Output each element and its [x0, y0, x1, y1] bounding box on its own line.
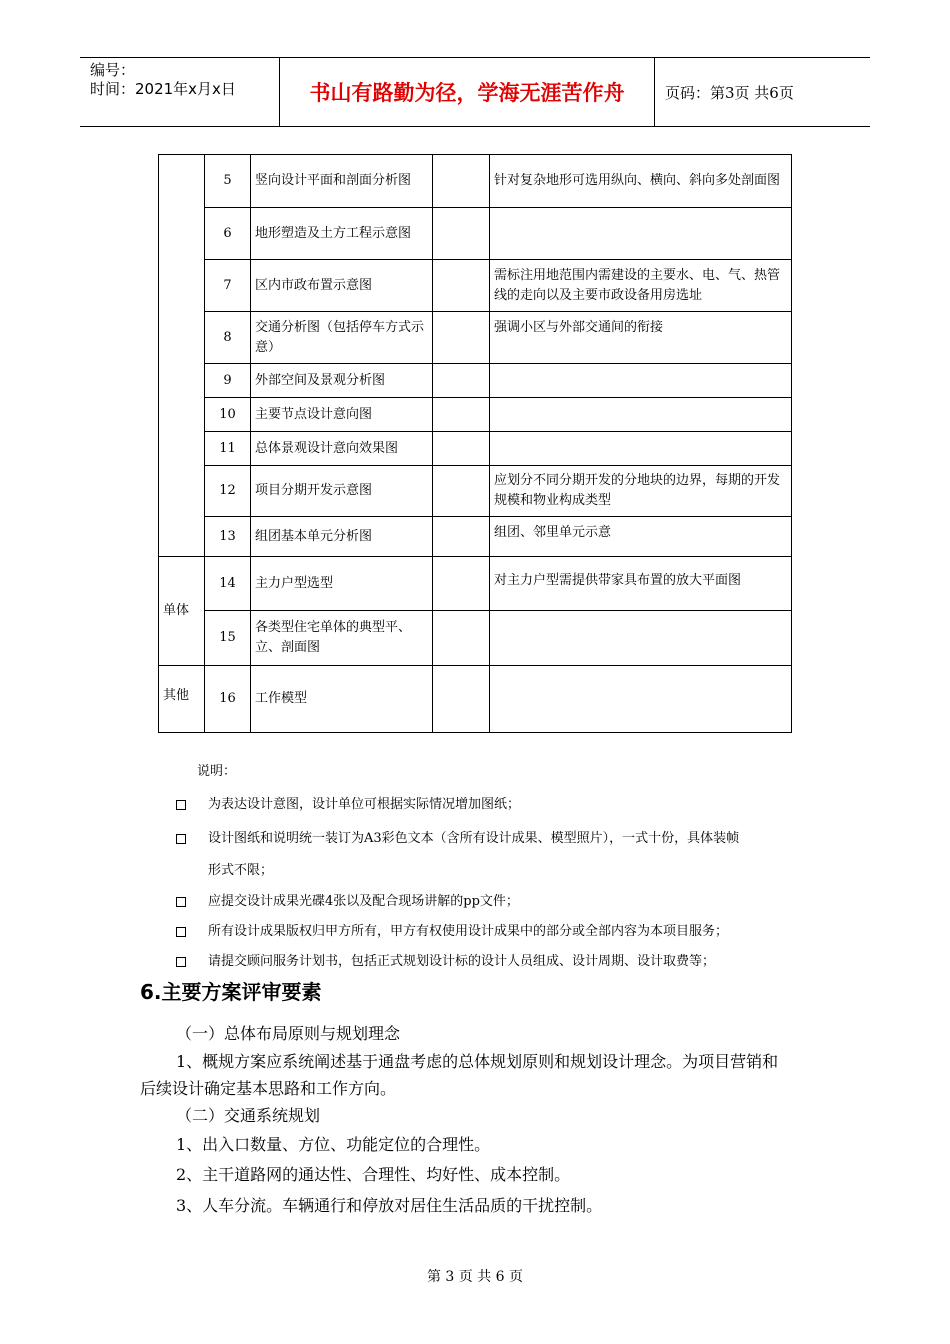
- table-row: [159, 260, 792, 312]
- drawing-name: 外部空间及景观分析图: [251, 364, 433, 398]
- checkbox-icon: [176, 800, 186, 810]
- table-row: [159, 517, 792, 557]
- header-page-info: 页码：第3页 共6页: [665, 83, 794, 102]
- paragraph: 3、人车分流。车辆通行和停放对居住生活品质的干扰控制。: [176, 1196, 603, 1215]
- row-number: 16: [205, 666, 251, 733]
- drawing-name: 区内市政布置示意图: [251, 260, 433, 312]
- drawing-note: [490, 208, 792, 260]
- drawing-name: 各类型住宅单体的典型平、立、剖面图: [251, 611, 433, 666]
- blank-cell: [433, 666, 490, 733]
- row-number: 11: [205, 432, 251, 466]
- drawing-name: 项目分期开发示意图: [251, 466, 433, 517]
- drawing-note: [490, 432, 792, 466]
- drawing-note: 需标注用地范围内需建设的主要水、电、气、热管线的走向以及主要市政设备用房选址: [490, 260, 792, 312]
- blank-cell: [433, 466, 490, 517]
- table-row: [159, 611, 792, 666]
- checkbox-icon: [176, 897, 186, 907]
- section-title: 6.主要方案评审要素: [140, 980, 322, 1004]
- paragraph: 1、概规方案应系统阐述基于通盘考虑的总体规划原则和规划设计理念。为项目营销和: [176, 1052, 779, 1071]
- header-meta: [80, 58, 280, 126]
- drawing-note: [490, 666, 792, 733]
- table-row: [159, 666, 792, 733]
- code-label: 编号：: [90, 61, 136, 79]
- drawing-note: [490, 364, 792, 398]
- page-footer: 第 3 页 共 6 页: [426, 1269, 524, 1285]
- blank-cell: [433, 260, 490, 312]
- drawing-note: 针对复杂地形可选用纵向、横向、斜向多处剖面图: [490, 155, 792, 208]
- table-row: [159, 466, 792, 517]
- table-row: [159, 398, 792, 432]
- drawing-note: 应划分不同分期开发的分地块的边界，每期的开发规模和物业构成类型: [490, 466, 792, 517]
- drawing-name: 竖向设计平面和剖面分析图: [251, 155, 433, 208]
- drawing-name: 总体景观设计意向效果图: [251, 432, 433, 466]
- drawing-name: 主力户型选型: [251, 557, 433, 611]
- table-row: [159, 155, 792, 208]
- blank-cell: [433, 155, 490, 208]
- drawing-name: 交通分析图（包括停车方式示意）: [251, 312, 433, 364]
- paragraph: 2、主干道路网的通达性、合理性、均好性、成本控制。: [176, 1165, 571, 1184]
- row-number: 9: [205, 364, 251, 398]
- category-cell: 其他: [159, 666, 205, 733]
- table-row: [159, 364, 792, 398]
- row-number: 5: [205, 155, 251, 208]
- drawing-name: 工作模型: [251, 666, 433, 733]
- subsection-heading: （二）交通系统规划: [176, 1106, 321, 1125]
- table-row: [159, 312, 792, 364]
- drawing-note: 组团、邻里单元示意: [490, 517, 792, 557]
- drawing-name: 主要节点设计意向图: [251, 398, 433, 432]
- blank-cell: [433, 312, 490, 364]
- drawing-note: [490, 398, 792, 432]
- row-number: 10: [205, 398, 251, 432]
- drawings-table: [158, 154, 792, 733]
- drawing-note: 对主力户型需提供带家具布置的放大平面图: [490, 557, 792, 611]
- time-label: 时间：2021年x月x日: [90, 80, 236, 98]
- row-number: 13: [205, 517, 251, 557]
- drawing-name: 组团基本单元分析图: [251, 517, 433, 557]
- checkbox-icon: [176, 957, 186, 967]
- row-number: 7: [205, 260, 251, 312]
- page-header: [80, 57, 870, 127]
- blank-cell: [433, 208, 490, 260]
- notes-label: 说明：: [197, 764, 237, 779]
- paragraph: 1、出入口数量、方位、功能定位的合理性。: [176, 1135, 491, 1154]
- row-number: 8: [205, 312, 251, 364]
- row-number: 15: [205, 611, 251, 666]
- table-row: [159, 208, 792, 260]
- blank-cell: [433, 611, 490, 666]
- blank-cell: [433, 557, 490, 611]
- paragraph: 后续设计确定基本思路和工作方向。: [140, 1079, 397, 1098]
- checkbox-icon: [176, 927, 186, 937]
- drawing-note: [490, 611, 792, 666]
- row-number: 14: [205, 557, 251, 611]
- row-number: 6: [205, 208, 251, 260]
- subsection-heading: （一）总体布局原则与规划理念: [176, 1024, 401, 1043]
- drawing-note: 强调小区与外部交通间的衔接: [490, 312, 792, 364]
- blank-cell: [433, 432, 490, 466]
- category-cell: [159, 155, 205, 557]
- table-row: [159, 432, 792, 466]
- table-row: [159, 557, 792, 611]
- row-number: 12: [205, 466, 251, 517]
- blank-cell: [433, 364, 490, 398]
- drawing-name: 地形塑造及土方工程示意图: [251, 208, 433, 260]
- header-motto: 书山有路勤为径，学海无涯苦作舟: [280, 58, 655, 126]
- blank-cell: [433, 517, 490, 557]
- blank-cell: [433, 398, 490, 432]
- category-cell: 单体: [159, 557, 205, 666]
- checkbox-icon: [176, 834, 186, 844]
